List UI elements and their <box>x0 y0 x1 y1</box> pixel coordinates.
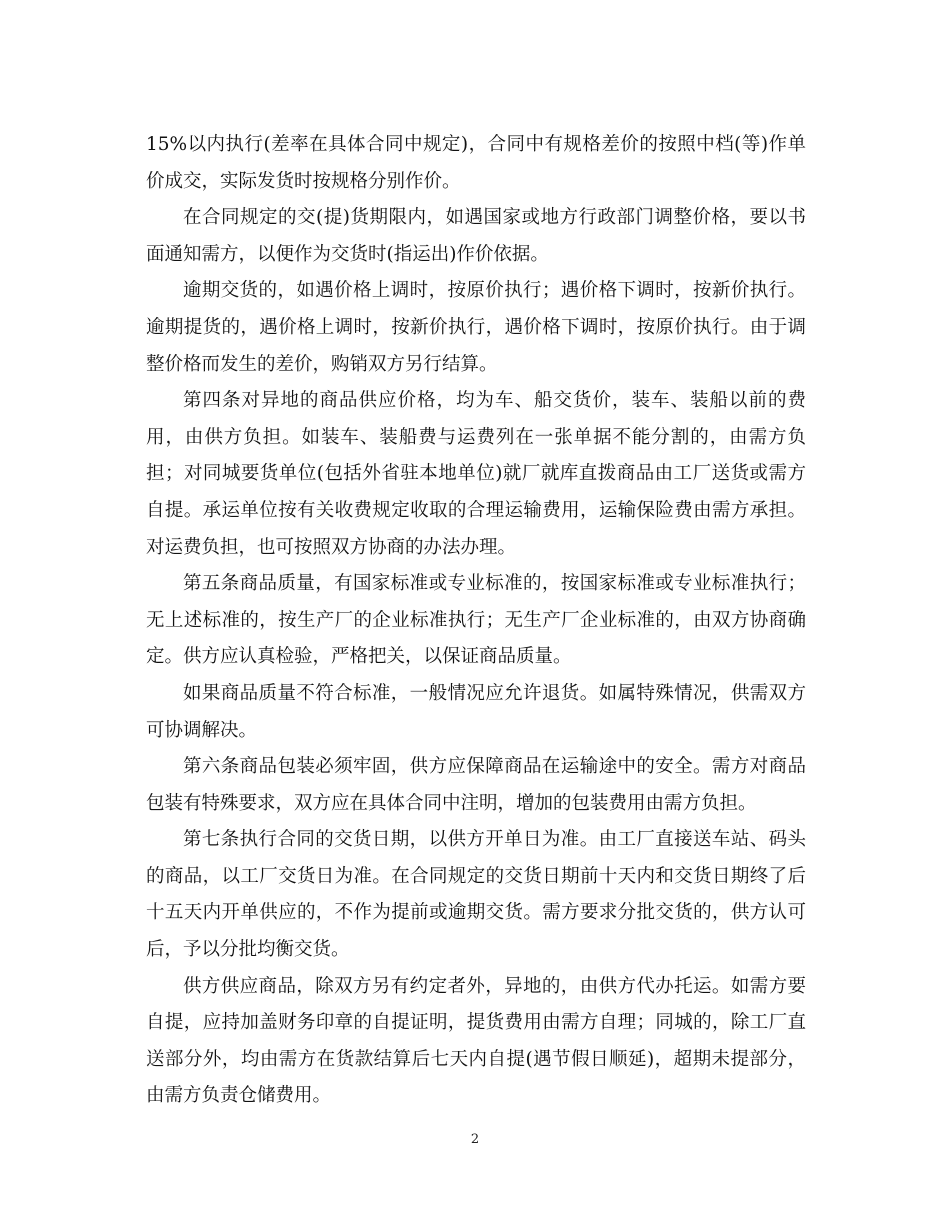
text-line: 逾期提货的，遇价格上调时，按新价执行，遇价格下调时，按原价执行。由于调 <box>146 316 806 338</box>
text-line: 担；对同城要货单位(包括外省驻本地单位)就厂就库直拨商品由工厂送货或需方 <box>146 463 806 485</box>
text-line: 对运费负担，也可按照双方协商的办法办理。 <box>146 536 517 558</box>
paragraph <box>146 676 806 749</box>
paragraph <box>146 200 806 273</box>
paragraph <box>146 383 806 566</box>
page-number: 2 <box>470 1132 480 1147</box>
paragraph <box>146 127 806 200</box>
text-line: 如果商品质量不符合标准，一般情况应允许退货。如属特殊情况，供需双方 <box>183 682 806 704</box>
text-line: 十五天内开单供应的，不作为提前或逾期交货。需方要求分批交货的，供方认可 <box>146 902 806 924</box>
text-line: 面通知需方，以便作为交货时(指运出)作价依据。 <box>146 243 549 265</box>
text-line: 可协调解决。 <box>146 719 258 741</box>
text-line: 用，由供方负担。如装车、装船费与运费列在一张单据不能分割的，由需方负 <box>146 426 806 448</box>
text-line: 自提。承运单位按有关收费规定收取的合理运输费用，运输保险费由需方承担。 <box>146 499 806 521</box>
text-line: 由需方负责仓储费用。 <box>146 1085 332 1107</box>
text-line: 第六条商品包装必须牢固，供方应保障商品在运输途中的安全。需方对商品 <box>183 756 806 778</box>
text-line: 第五条商品质量，有国家标准或专业标准的，按国家标准或专业标准执行； <box>183 573 806 595</box>
text-line: 送部分外，均由需方在货款结算后七天内自提(遇节假日顺延)，超期未提部分， <box>146 1048 806 1070</box>
text-line: 15%以内执行(差率在具体合同中规定)，合同中有规格差价的按照中档(等)作单 <box>146 134 806 155</box>
document-body <box>146 127 806 1115</box>
text-line: 后，予以分批均衡交货。 <box>146 939 350 961</box>
paragraph <box>146 749 806 822</box>
text-line: 定。供方应认真检验，严格把关，以保证商品质量。 <box>146 646 572 668</box>
text-line: 第七条执行合同的交货日期，以供方开单日为准。由工厂直接送车站、码头 <box>183 829 806 851</box>
paragraph <box>146 273 806 383</box>
text-line: 包装有特殊要求，双方应在具体合同中注明，增加的包装费用由需方负担。 <box>146 792 757 814</box>
text-line: 供方供应商品，除双方另有约定者外，异地的，由供方代办托运。如需方要 <box>183 975 806 997</box>
text-line: 自提，应持加盖财务印章的自提证明，提货费用由需方自理；同城的，除工厂直 <box>146 1012 806 1034</box>
text-line: 无上述标准的，按生产厂的企业标准执行；无生产厂企业标准的，由双方协商确 <box>146 609 806 631</box>
text-line: 逾期交货的，如遇价格上调时，按原价执行；遇价格下调时，按新价执行。 <box>183 280 806 302</box>
paragraph <box>146 969 806 1115</box>
paragraph <box>146 566 806 676</box>
text-line: 整价格而发生的差价，购销双方另行结算。 <box>146 353 498 375</box>
text-line: 在合同规定的交(提)货期限内，如遇国家或地方行政部门调整价格，要以书 <box>183 207 806 229</box>
text-line: 第四条对异地的商品供应价格，均为车、船交货价，装车、装船以前的费 <box>183 390 806 412</box>
paragraph <box>146 822 806 968</box>
text-line: 的商品，以工厂交货日为准。在合同规定的交货日期前十天内和交货日期终了后 <box>146 865 806 887</box>
text-line: 价成交，实际发货时按规格分别作价。 <box>146 170 461 192</box>
